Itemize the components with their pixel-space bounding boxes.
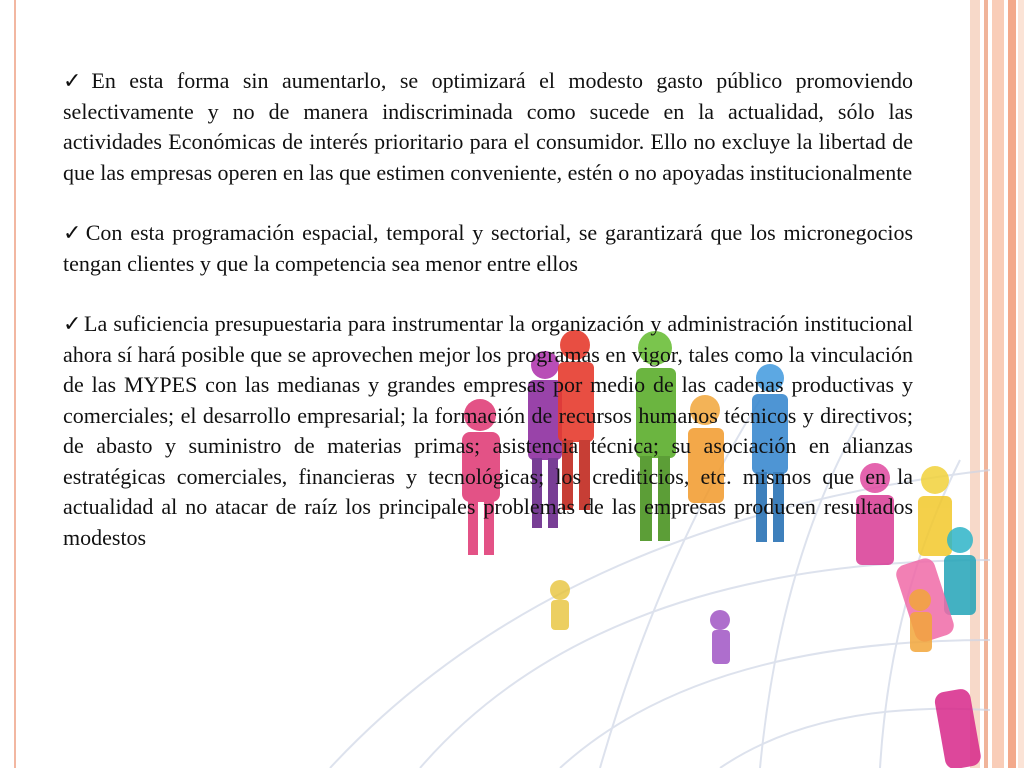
bullet-item <box>63 218 913 279</box>
bullet-text: La suficiencia presupuestaria para instrumentar la organización y administración institucional ahora sí hará posible que se aprovechen mejor los programas en vigor, tales como la vinculación de las MYPES con las medianas y grandes empresas por medio de las cadenas productivas y comerciales; el desarrollo empresarial; la formación de recursos humanos técnicos y directivos; de abasto y suministro de materias primas; asistencia técnica; su asociación en alianzas estratégicas comerciales, financieras y tecnológicas; los crediticios, etc. mismos que en la actualidad al no atacar de raíz los principales problemas de las empresas producen resultados modestos <box>63 311 913 550</box>
bullet-text: En esta forma sin aumentarlo, se optimizará el modesto gasto público promoviendo selectivamente y no de manera indiscriminada como sucede en la actualidad, sólo las actividades Económicas de interés prioritario para el consumidor. Ello no excluye la libertad de que las empresas operen en las que estimen conveniente, estén o no apoyadas institucionalmente <box>63 68 913 185</box>
checkmark-icon: ✓ <box>63 68 90 93</box>
figure-small-orange <box>909 589 932 652</box>
bullet-list <box>63 66 913 583</box>
bullet-item <box>63 309 913 553</box>
figure-small-yellow <box>550 580 570 630</box>
figure-cyan <box>944 527 976 615</box>
bullet-text: Con esta programación espacial, temporal y sectorial, se garantizará que los micronegocios tengan clientes y que la competencia sea menor entre ellos <box>63 220 914 276</box>
figure-small-purple <box>710 610 730 664</box>
figure-yellow <box>918 466 952 556</box>
bullet-item <box>63 66 913 188</box>
checkmark-icon: ✓ <box>63 220 84 245</box>
checkmark-icon: ✓ <box>63 311 83 336</box>
